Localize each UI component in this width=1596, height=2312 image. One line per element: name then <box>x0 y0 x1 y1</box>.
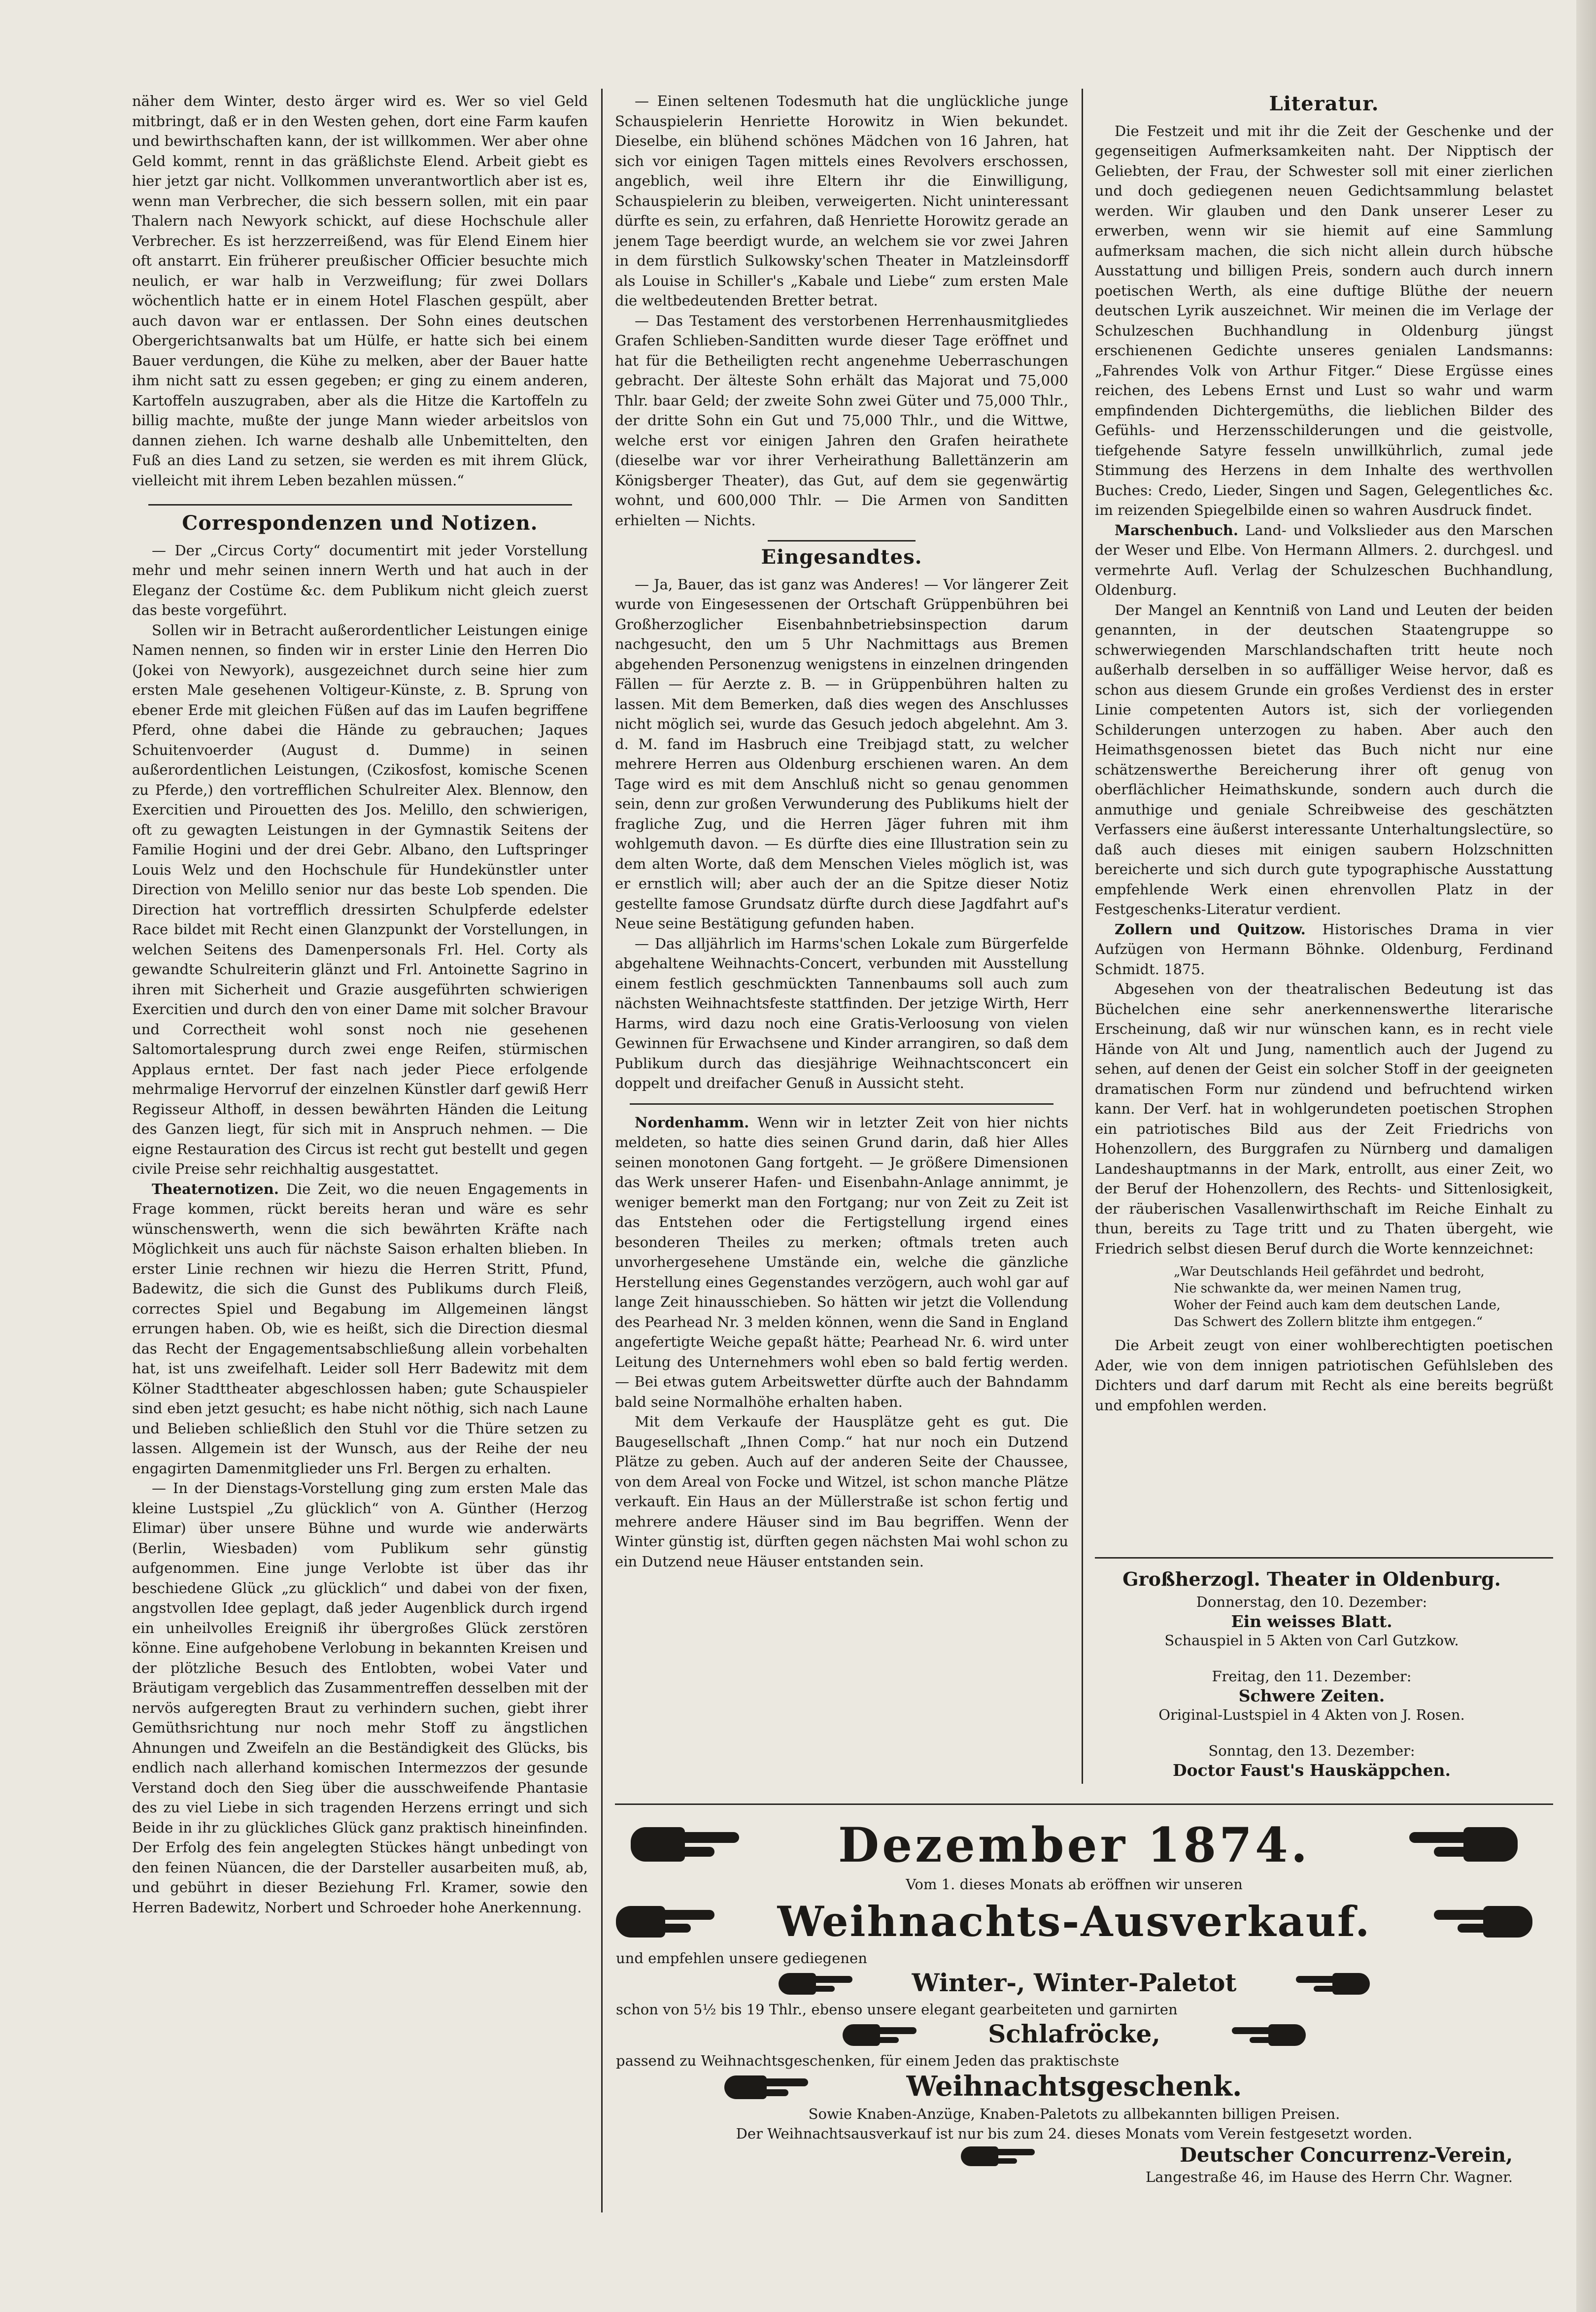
column-rule-1 <box>601 89 603 2212</box>
marschenbuch-info: Land- und Volkslieder aus den Marschen der Weser und Elbe. Von Hermann Allmers. 2. durchgesl. und vermehrte Aufl. Verlag der Schulzeschen Buchhandlung, Oldenburg. <box>1095 521 1554 598</box>
ad-line-4: passend zu Weihnachtsgeschenken, für einem Jeden das praktischste <box>616 2052 1120 2069</box>
ad-item-schlafroecke: Schlafröcke, <box>988 2019 1160 2048</box>
article-theater-notes: Die Zeit, wo die neuen Engagements in Frage kommen, rückt bereits heran und wäre es sehr wünschenswerth, wenn die sich bewährten Kräfte nach Möglichkeit uns auch für nächste Saison erhalten blieben. In erster Linie rechnen wir hiezu die Herren Stritt, Pfund, Badewitz, die sich die Gunst des Publikums durch Fleiß, correctes Spiel und Begabung im Allgemeinen längst errungen haben. Ob, wie es heißt, sich die Direction diesmal das Recht der Engagementsabschließung allein vorbehalten hat, ist uns zweifelhaft. Leider soll Herr Badewitz mit dem Kölner Stadttheater abgeschlossen haben; gute Schauspieler sind eben jetzt gesucht; es habe nicht nöthig, sich nach Laune und Belieben schließlich den Stuhl vor die Thüre setzen zu lassen. Allgemein ist der Wunsch, aus der Reihe der neu engagirten Damenmitglieder uns Frl. Bergen zu erhalten. <box>132 1180 588 1477</box>
marschenbuch-lead: Marschenbuch. <box>1115 521 1238 539</box>
pointing-hand-icon <box>961 2146 1035 2166</box>
ad-address: Langestraße 46, im Hause des Herrn Chr. Wagner. <box>1146 2169 1513 2185</box>
column-2 <box>615 91 1068 1571</box>
section-divider <box>630 1103 1053 1105</box>
article-zollern-end: Die Arbeit zeugt von einer wohlberechtigten poetischen Ader, wie von dem innigen patriotischen Gefühlsleben des Dichters und darf darum mit Recht als eine bereits begrüßt und empfohlen werden. <box>1095 1337 1553 1414</box>
pointing-hand-icon <box>1232 2024 1306 2046</box>
theater-title: Großherzogl. Theater in Oldenburg. <box>1122 1568 1501 1590</box>
poem-line: „War Deutschlands Heil gefährdet und bedroht, <box>1174 1264 1485 1279</box>
theater-play-1: Ein weisses Blatt. <box>1231 1612 1392 1631</box>
theater-day-2: Freitag, den 11. Dezember: <box>1212 1668 1412 1685</box>
article-todesmuth: — Einen seltenen Todesmuth hat die unglückliche junge Schauspielerin Henriette Horowitz in Wien bekundet. Dieselbe, ein blühend schönes Mädchen von 16 Jahren, hat sich vor einigen Tagen mittels eines Revolvers erschossen, angeblich, weil ihre Eltern ihr die Einwilligung, Schauspielerin zu bleiben, verweigerten. Nicht uninteressant dürfte es sein, zu erfahren, daß Henriette Horowitz gerade an jenem Tage beerdigt wurde, an welchem sie vor zwei Jahren in dem fürstlich Sulkowsky'schen Theater in Matzleinsdorff als Louise in Schiller's „Kabale und Liebe“ zum ersten Male die weltbedeutenden Bretter betrat. <box>615 93 1068 309</box>
ad-line-5: Sowie Knaben-Anzüge, Knaben-Paletots zu allbekannten billigen Preisen. <box>808 2106 1340 2122</box>
article-tuesday-performance: — In der Dienstags-Vorstellung ging zum ersten Male das kleine Lustspiel „Zu glücklich“ von A. Günther (Herzog Elimar) über unsere Bühne und wurde wie anderwärts (Berlin, Wiesbaden) vom Publikum sehr günstig aufgenommen. Eine junge Verlobte ist über das ihr beschiedene Glück „zu glücklich“ und dabei von der fixen, angstvollen Idee geplagt, daß jeder Augenblick durch irgend ein unheilvolles Ereigniß ihr übergroßes Glück zerstören könne. Eine aufgehobene Verlobung in bekannten Kreisen und der plötzliche Besuch des Entlobten, wobei Vater und Bräutigam vergeblich das Zusammentreffen desselben mit der nervös aufgeregten Braut zu verhindern suchen, giebt ihrer Gemüthsrichtung nur noch mehr Stoff zu ängstlichen Ahnungen und Zweifeln an die Beständigkeit des Glücks, bis endlich nach allerhand komischen Intermezzos der gesunde Verstand doch den Sieg über die ausschweifende Phantasie des zu viel Liebe in sich tragenden Herzens erringt und sich Beide in ihr zu glückliches Glück ganz praktisch hineinfinden. Der Erfolg des fein angelegten Stückes hängt unbedingt von den feinen Nüancen, die der Darsteller ausarbeiten muß, ab, und gebührt in dieser Beziehung Frl. Kramer, sowie den Herren Badewitz, Norbert und Schroeder hohe Anerkennung. <box>132 1480 588 1916</box>
pointing-hand-icon <box>1434 1906 1532 1938</box>
ad-item-paletot: Winter-, Winter-Paletot <box>912 1968 1237 1997</box>
article-hausplaetze: Mit dem Verkaufe der Hausplätze geht es gut. Die Baugesellschaft „Ihnen Comp.“ hat nur noch ein Dutzend Plätze zu geben. Auch auf der anderen Seite der Chaussee, von dem Areal von Focke und Witzel, ist schon manche Plätze verkauft. Ein Haus an der Müllerstraße ist schon fertig und mehrere andere Häuser sind im Bau begriffen. Wenn der Winter günstig ist, dürften gegen nächsten Mai wohl schon zu ein Dutzend neue Häuser entstanden sein. <box>615 1413 1068 1570</box>
article-ja-bauer: — Ja, Bauer, das ist ganz was Anderes! — Vor längerer Zeit wurde von Eingesessenen der Ortschaft Grüppenbühren bei Großherzoglicher Eisenbahnbetriebsinspection darum nachgesucht, den um 5 Uhr Nachmittags aus Bremen abgehenden Personenzug wenigstens in einzelnen dringenden Fällen — für Aerzte z. B. — in Grüppenbühren halten zu lassen. Mit dem Bemerken, daß dies wegen des Anschlusses nicht möglich sei, wurde das Gesuch jedoch abgelehnt. Am 3. d. M. fand im Hasbruch eine Treibjagd statt, zu welcher mehrere Herren aus Oldenburg erschienen waren. An dem Tage wird es mit dem Anschluß nicht so genau genommen sein, denn zur großen Verwunderung des Publikums hielt der fragliche Zug, und die Herren Jäger fuhren mit ihm wohlgemuth davon. — Es dürfte dies eine Illustration sein zu dem alten Worte, daß dem Menschen Vieles möglich ist, was er ernstlich will; aber auch der an die Spitze dieser Notiz gestellte famose Grundsatz dürfte durch diese Jagdfahrt auf's Neue seine Bestätigung gefunden haben. <box>615 576 1068 932</box>
article-marschenbuch: Der Mangel an Kenntniß von Land und Leuten der beiden genannten, in der deutschen Staatengruppe so schwerwiegenden Marschlandschaften tritt heute noch außerhalb derselben in so auffälliger Weise hervor, daß es schon aus diesem Grunde ein großes Verdienst des in erster Linie competenten Autors ist, sich der vorliegenden Schilderungen unterzogen zu haben. Aber auch den Heimathsgenossen bietet das Buch nicht nur eine schätzenswerthe Bereicherung ihrer oft genug von oberflächlicher Heimathskunde, sondern auch durch die anmuthige und geniale Schreibweise des geschätzten Verfassers eine äußerst interessante Unterhaltungslectüre, so daß auch dieses mit einigen saubern Holzschnitten bereicherte und sich durch gute typographische Ausstattung empfehlende Werk einen ehrenvollen Platz in der Festgeschenks-Literatur verdient. <box>1095 601 1553 918</box>
ad-firm-name: Deutscher Concurrenz-Verein, <box>1180 2143 1513 2167</box>
article-emigration-end: näher dem Winter, desto ärger wird es. Wer so viel Geld mitbringt, daß er in den Westen gehen, dort eine Farm kaufen und bewirthschaften kann, der ist willkommen. Wer aber ohne Geld kommt, rennt in das gräßlichste Elend. Arbeit giebt es hier jetzt gar nicht. Vollkommen unverantwortlich aber ist es, wenn man Verbrecher, die sich bessern sollen, mit ein paar Thalern nach Newyork schickt, auf diese Hochschule aller Verbrecher. Es ist herzzerreißend, was für Elend Einem hier oft anstarrt. Ein früherer preußischer Officier besuchte mich neulich, er war halb in Verzweiflung; für zwei Dollars wöchentlich hatte er in einem Hotel Flaschen gespült, aber auch davon war er entlassen. Der Sohn eines deutschen Obergerichtsanwalts bat um Hülfe, er hatte sich bei einem Bauer verdungen, die Kühe zu melken, aber der Bauer hatte ihm nicht satt zu essen gegeben; er ging zu einem anderen, Kartoffeln auszugraben, aber als die Hitze die Kartoffeln zu billig machte, mußte der junge Mann wieder arbeitslos von dannen ziehen. Ich warne deshalb alle Unbemittelten, den Fuß an dies Land zu setzen, sie werden es mit ihrem Glück, vielleicht mit ihrem Leben bezahlen müssen.“ <box>132 93 588 489</box>
article-literature-intro: Die Festzeit und mit ihr die Zeit der Geschenke und der gegenseitigen Aufmerksamkeiten naht. Der Nipptisch der Geliebten, der Frau, der Schwester soll mit einer zierlichen und doch gediegenen neuen Gedichtsammlung belastet werden. Wir glauben und den Dank unserer Leser zu erwerben, wenn wir sie hiemit auf eine Sammlung aufmerksam machen, die sich nicht allein durch hübsche Ausstattung und billigen Preis, sondern auch durch innern poetischen Werth, als eine duftige Blüthe der neuern deutschen Lyrik auszeichnet. Wir meinen die im Verlage der Schulzeschen Buchhandlung in Oldenburg jüngst erschienenen Gedichte unseres genialen Landsmanns: „Fahrendes Volk von Arthur Fitger.“ Diese Ergüsse eines reichen, des Lebens Ernst und Lust so wahr und warm empfindenden Dichtergemüths, die lieblichen Bilder des Gefühls- und Herzensschilderungen und die geistvolle, tiefgehende Satyre fesseln unwillkührlich, zumal jede Stimmung des Herzens in dem Inhalte des werthvollen Buches: Credo, Lieder, Singen und Sagen, Gelegentliches &c. im reizenden Spiegelbilde einen so wahren Ausdruck findet. <box>1095 122 1553 518</box>
column-1 <box>132 91 588 1917</box>
theater-day-1: Donnerstag, den 10. Dezember: <box>1196 1594 1427 1610</box>
theater-info-1: Schauspiel in 5 Akten von Carl Gutzkow. <box>1164 1632 1459 1649</box>
theater-top-rule <box>1095 1557 1553 1559</box>
ad-line-1: Vom 1. dieses Monats ab eröffnen wir unseren <box>906 1876 1243 1893</box>
theater-day-3: Sonntag, den 13. Dezember: <box>1208 1742 1415 1759</box>
section-heading-eingesandtes: Eingesandtes. <box>761 545 922 569</box>
article-nordenhamm: Wenn wir in letzter Zeit von hier nichts meldeten, so hatte dies seinen Grund darin, daß hier Alles seinen monotonen Gang fortgeht. — Je größere Dimensionen das Werk unserer Hafen- und Eisenbahn-Anlage annimmt, je weniger bemerkt man den Fortgang; nur von Zeit zu Zeit ist das Entstehen oder die Fertigstellung irgend eines besonderen Theiles zu merken; oftmals treten auch unvorhergesehene Umstände ein, welche die gänzliche Herstellung eines Gegenstandes verzögern, auch wohl gar auf lange Zeit hinausschieben. So hätten wir jetzt die Vollendung des Pearhead Nr. 3 melden können, wenn die Sand in England angefertigte Weiche gepaßt hätte; Pearhead Nr. 6. wird unter Leitung des Unternehmers wohl eben so bald fertig werden. — Bei etwas gutem Arbeitswetter dürfte auch der Bahndamm bald seine Normalhöhe erhalten haben. <box>615 1114 1069 1410</box>
column-3 <box>1095 91 1553 1415</box>
theater-play-2: Schwere Zeiten. <box>1238 1686 1385 1705</box>
nordenhamm-lead: Nordenhamm. <box>635 1114 749 1131</box>
section-heading-correspondence: Correspondenzen und Notizen. <box>182 511 538 535</box>
ad-line-6: Der Weihnachtsausverkauf ist nur bis zum 24. dieses Monats vom Verein festgesetzt worden. <box>736 2125 1413 2142</box>
ad-big-headline: Weihnachts-Ausverkauf. <box>777 1897 1371 1946</box>
zollern-lead: Zollern und Quitzow. <box>1115 920 1306 938</box>
article-weihnachts-concert: — Das alljährlich im Harms'schen Lokale zum Bürgerfelde abgehaltene Weihnachts-Concert, verbunden mit Ausstellung einem festlich geschmückten Tannenbaums soll auch zum nächsten Weihnachtsfeste stattfinden. Der jetzige Wirth, Herr Harms, wird dazu noch eine Gratis-Verloosung von vielen Gewinnen für Erwachsene und Kinder arrangiren, so daß dem Publikum durch das diesjährige Weihnachtsconcert ein doppelt und dreifacher Genuß in Aussicht steht. <box>615 935 1068 1091</box>
article-testament: — Das Testament des verstorbenen Herrenhausmitgliedes Grafen Schlieben-Sanditten wurde dieser Tage eröffnet und hat für die Betheiligten recht angenehme Ueberraschungen gebracht. Der älteste Sohn erhält das Majorat und 75,000 Thlr. baar Geld; der zweite Sohn zwei Güter und 75,000 Thlr., der dritte Sohn ein Gut und 75,000 Thlr., und die Wittwe, welche erst vor einigen Jahren den Grafen heirathete (dieselbe war vor ihrer Verheirathung Ballettänzerin am Königsberger Theater), das Gut, auf dem sie gegenwärtig wohnt, und 600,000 Thlr. — Die Armen von Sanditten erhielten — Nichts. <box>615 312 1068 529</box>
page-edge-shadow <box>1576 0 1596 2312</box>
theater-announcement <box>1095 1569 1528 1780</box>
pointing-hand-icon <box>1296 1973 1370 1995</box>
ad-line-2: und empfehlen unsere gediegenen <box>616 1950 867 1967</box>
ad-item-weihnachtsgeschenk: Weihnachtsgeschenk. <box>906 2070 1242 2103</box>
article-circus-performers: Sollen wir in Betracht außerordentlicher Leistungen einige Namen nennen, so finden wir in erster Linie den Herren Dio (Jokei von Newyork), ausgezeichnet durch seine hier zum ersten Male gesehenen Voltigeur-Künste, z. B. Sprung von ebener Erde mit gleichen Füßen auf das im Laufen begriffene Pferd, ohne dabei die Hände zu gebrauchen; Jaques Schuitenvoerder (August d. Dumme) in seinen außerordentlichen Leistungen, (Czikosfost, komische Scenen zu Pferde,) den vortrefflichen Schulreiter Alex. Blennow, den Exercitien und Pirouetten des Jos. Melillo, den schwierigen, oft zu gewagten Leistungen in der Gymnastik Seitens der Familie Hogini und der drei Gebr. Albano, den Luftspringer Louis Welz und den Hochschule für Hundekünstler unter Direction von Melillo senior nur das beste Lob spenden. Die Direction hat vortrefflich dressirten Schulpferde edelster Race bildet mit Recht einen Glanzpunkt der Vorstellungen, in welchen Seitens des Damenpersonals Frl. Hel. Corty als gewandte Schulreiterin glänzt und Frl. Antoinette Sagrino in ihren mit Sicherheit und Grazie ausgeführten schwierigen Exercitien und durch den von einer Dame mit solcher Bravour und Correctheit wohl sonst noch nie gesehenen Saltomortalesprung durch zwei enge Reifen, stürmischen Applaus erntet. Der fast nach jeder Piece erfolgende mehrmalige Hervorruf der einzelnen Künstler darf gewiß Herr Regisseur Althoff, in dessen bewährten Händen die Leitung des Ganzen liegt, für sich mit in Anspruch nehmen. — Die eigne Restauration des Circus ist recht gut bestellt und gegen civile Preise sehr reichhaltig ausgestattet. <box>132 621 588 1177</box>
advertisement-weihnachts-ausverkauf <box>616 1818 1532 2187</box>
poem-line: Nie schwankte da, wer meinen Namen trug, <box>1174 1281 1462 1296</box>
pointing-hand-icon <box>1409 1827 1518 1862</box>
ad-line-3: schon von 5½ bis 19 Thlr., ebenso unsere elegant gearbeiteten und garnirten <box>616 2001 1178 2018</box>
section-heading-literatur: Literatur. <box>1269 92 1379 115</box>
theater-notes-lead: Theaternotizen. <box>152 1180 279 1197</box>
ad-top-rule <box>615 1803 1553 1805</box>
section-divider <box>768 540 916 542</box>
theater-play-3: Doctor Faust's Hauskäppchen. <box>1173 1761 1451 1780</box>
ad-title: Dezember 1874. <box>838 1817 1311 1873</box>
article-circus-corty: — Der „Circus Corty“ documentirt mit jeder Vorstellung mehr und mehr seinen innern Werth und hat auch in der Eleganz der Costüme &c. dem Publikum nicht gleich zuerst das beste vorgeführt. <box>132 542 588 618</box>
article-zollern: Abgesehen von der theatralischen Bedeutung ist das Büchelchen eine sehr anerkennenswerthe literarische Erscheinung, daß wir nur wünschen kann, es in recht viele Hände von Alt und Jung, namentlich auch der Jugend zu sehen, auf denen der Geist ein solcher Stoff in der geeigneten dramatischen Form nur zündend und befruchtend wirken kann. Der Verf. hat in wohlgerundeten poetischen Strophen ein patriotisches Bild aus der Zeit Friedrichs von Hohenzollern, des Burggrafen zu Nürnberg und damaligen Landeshauptmanns in der Mark, entrollt, aus einer Zeit, wo der Beruf der Hohenzollern, des Rechts- und Sittenlosigkeit, der räuberischen Vasallenwirthschaft im Reiche Einhalt zu thun, bereits zu Tage tritt und zu Thaten übergeht, wie Friedrich selbst diesen Beruf durch die Worte kennzeichnet: <box>1095 981 1553 1257</box>
zollern-info: Historisches Drama in vier Aufzügen von Hermann Böhnke. Oldenburg, Ferdinand Schmidt. 1875. <box>1095 920 1554 978</box>
section-divider <box>148 504 572 506</box>
poem-line: Das Schwert des Zollern blitzte ihm entgegen.“ <box>1174 1315 1483 1329</box>
poem-quote <box>1095 1258 1553 1335</box>
theater-info-2: Original-Lustspiel in 4 Akten von J. Rosen. <box>1158 1706 1465 1723</box>
poem-line: Woher der Feind auch kam dem deutschen Lande, <box>1174 1298 1501 1313</box>
column-rule-2 <box>1082 89 1083 1784</box>
